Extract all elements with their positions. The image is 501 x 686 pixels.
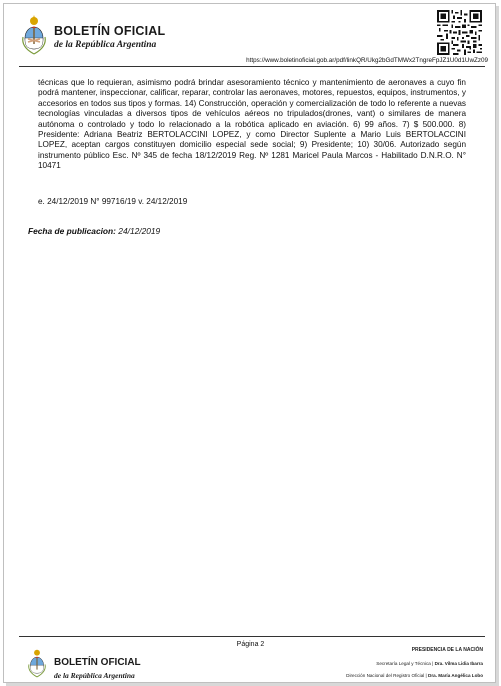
publication-reference: e. 24/12/2019 N° 99716/19 v. 24/12/2019 <box>38 197 188 206</box>
footer-direccion-name: Dra. María Angélica Lobo <box>428 673 483 678</box>
footer-secretaria-label: Secretaría Legal y Técnica | <box>376 661 434 666</box>
document-url-link[interactable]: https://www.boletinoficial.gob.ar/pdf/linkQR/Ukg2bGdTMWx2TngreFpJZ1U0d1UwZz09 <box>246 57 488 64</box>
page-shadow-right <box>496 6 499 686</box>
publication-date-label: Fecha de publicacion: <box>28 226 116 236</box>
publication-date-line <box>28 226 160 236</box>
footer-direccion-line <box>346 673 483 678</box>
body-paragraph: técnicas que lo requieran, asimismo podrá brindar asesoramiento técnico y mantenimiento de aeronaves a cuyo fin podrá mantener, inspeccionar, calificar, reparar, controlar las aeronaves, motores, repuestos, equipos, instrumentos, y accesorios en todos sus tipos y formas. 14) Construcción, operación y comercialización de todo lo referente a nuevas tecnologías vinculadas a diversos tipos de vehículos aéreos no tripulados(drones, vant) o similares de manera autónoma o controlado y todo lo relacionado a la robótica aplicado en aviación. 6) 99 años. 7) $ 500.000. 8) Presidente: Adriana Beatriz BERTOLACCINI LOPEZ, y como Director Suplente a Mario Luis BERTOLACCINI LOPEZ, aceptan cargos constituyen domicilio especial sede social; 9) Presidente; 10) 30/06. Autorizado según instrumento público Esc. Nº 345 de fecha 18/12/2019 Reg. Nº 1281 Maricel Paula Marcos - Habilitado D.N.R.O. N° 10471 <box>38 78 466 171</box>
footer-direccion-label: Dirección Nacional del Registro Oficial | <box>346 673 427 678</box>
footer-title: BOLETÍN OFICIAL <box>54 657 141 668</box>
page-number: Página 2 <box>236 641 265 648</box>
footer-presidency: PRESIDENCIA DE LA NACIÓN <box>411 647 483 653</box>
footer-subtitle: de la República Argentina <box>54 671 135 680</box>
header-divider <box>19 66 485 67</box>
publication-date-value: 24/12/2019 <box>118 226 161 236</box>
footer-divider <box>19 636 485 637</box>
qr-code-icon[interactable] <box>437 10 482 55</box>
header-subtitle: de la República Argentina <box>54 40 157 50</box>
argentina-coat-of-arms-icon <box>19 15 49 55</box>
footer-secretaria-name: Dra. Vilma Lidia Ibarra <box>434 661 483 666</box>
argentina-coat-of-arms-icon <box>26 648 48 678</box>
footer-secretaria-line <box>376 661 483 666</box>
header-title: BOLETÍN OFICIAL <box>54 24 166 38</box>
